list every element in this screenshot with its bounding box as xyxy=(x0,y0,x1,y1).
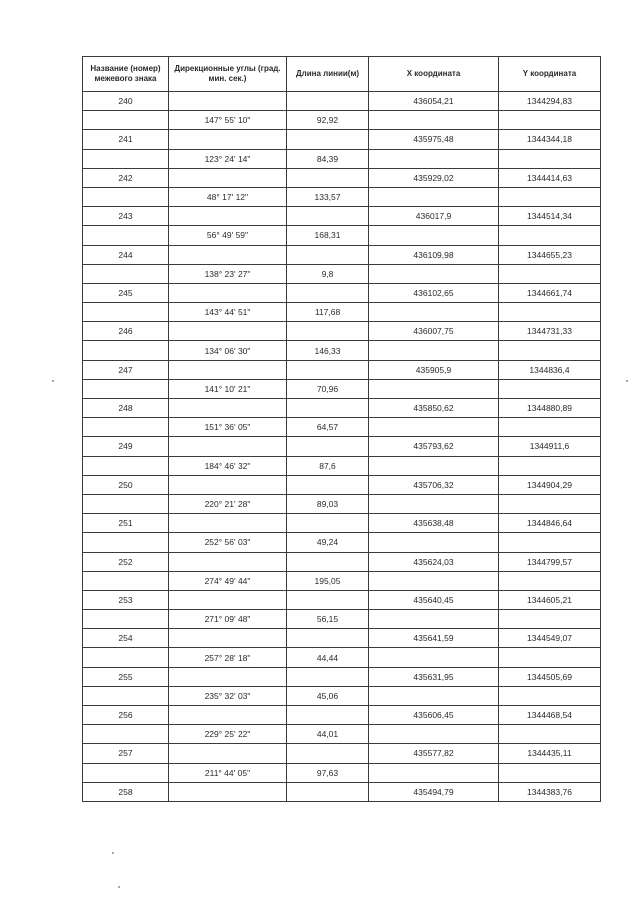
line-length: 44,44 xyxy=(287,648,369,667)
y-coordinate: 1344344,18 xyxy=(499,130,601,149)
y-coordinate: 1344605,21 xyxy=(499,590,601,609)
empty-name-cell xyxy=(83,187,169,206)
x-coordinate: 435641,59 xyxy=(369,629,499,648)
empty-angle-cell xyxy=(169,667,287,686)
scan-speck xyxy=(118,886,120,888)
empty-name-cell xyxy=(83,111,169,130)
x-coordinate: 435929,02 xyxy=(369,168,499,187)
point-name: 240 xyxy=(83,92,169,111)
empty-x-cell xyxy=(369,610,499,629)
empty-x-cell xyxy=(369,494,499,513)
line-length: 168,31 xyxy=(287,226,369,245)
empty-name-cell xyxy=(83,456,169,475)
empty-y-cell xyxy=(499,418,601,437)
empty-y-cell xyxy=(499,571,601,590)
point-row xyxy=(83,130,601,149)
empty-length-cell xyxy=(287,92,369,111)
point-name: 244 xyxy=(83,245,169,264)
empty-name-cell xyxy=(83,264,169,283)
empty-length-cell xyxy=(287,399,369,418)
empty-name-cell xyxy=(83,725,169,744)
empty-y-cell xyxy=(499,379,601,398)
empty-angle-cell xyxy=(169,92,287,111)
line-length: 97,63 xyxy=(287,763,369,782)
segment-row xyxy=(83,610,601,629)
direction-angle: 184° 46' 32" xyxy=(169,456,287,475)
empty-y-cell xyxy=(499,456,601,475)
point-name: 241 xyxy=(83,130,169,149)
empty-angle-cell xyxy=(169,168,287,187)
header-y: Y координата xyxy=(499,57,601,92)
line-length: 89,03 xyxy=(287,494,369,513)
empty-x-cell xyxy=(369,187,499,206)
empty-y-cell xyxy=(499,187,601,206)
empty-angle-cell xyxy=(169,130,287,149)
empty-length-cell xyxy=(287,360,369,379)
empty-length-cell xyxy=(287,629,369,648)
x-coordinate: 435975,48 xyxy=(369,130,499,149)
y-coordinate: 1344414,63 xyxy=(499,168,601,187)
segment-row xyxy=(83,111,601,130)
empty-y-cell xyxy=(499,648,601,667)
y-coordinate: 1344836,4 xyxy=(499,360,601,379)
point-name: 243 xyxy=(83,207,169,226)
direction-angle: 271° 09' 48" xyxy=(169,610,287,629)
point-name: 256 xyxy=(83,706,169,725)
coordinates-table xyxy=(82,56,601,802)
segment-row xyxy=(83,341,601,360)
empty-y-cell xyxy=(499,763,601,782)
direction-angle: 220° 21' 28" xyxy=(169,494,287,513)
empty-x-cell xyxy=(369,149,499,168)
y-coordinate: 1344846,64 xyxy=(499,514,601,533)
point-row xyxy=(83,706,601,725)
segment-row xyxy=(83,149,601,168)
empty-length-cell xyxy=(287,168,369,187)
empty-x-cell xyxy=(369,763,499,782)
x-coordinate: 435638,48 xyxy=(369,514,499,533)
empty-name-cell xyxy=(83,571,169,590)
empty-length-cell xyxy=(287,207,369,226)
direction-angle: 141° 10' 21" xyxy=(169,379,287,398)
line-length: 45,06 xyxy=(287,686,369,705)
empty-y-cell xyxy=(499,533,601,552)
x-coordinate: 436102,65 xyxy=(369,283,499,302)
empty-length-cell xyxy=(287,744,369,763)
scan-speck xyxy=(112,852,114,854)
y-coordinate: 1344731,33 xyxy=(499,322,601,341)
empty-length-cell xyxy=(287,590,369,609)
point-row xyxy=(83,437,601,456)
segment-row xyxy=(83,571,601,590)
direction-angle: 274° 49' 44" xyxy=(169,571,287,590)
table-body xyxy=(83,92,601,802)
point-name: 252 xyxy=(83,552,169,571)
segment-row xyxy=(83,456,601,475)
y-coordinate: 1344904,29 xyxy=(499,475,601,494)
line-length: 117,68 xyxy=(287,303,369,322)
line-length: 9,8 xyxy=(287,264,369,283)
segment-row xyxy=(83,533,601,552)
direction-angle: 147° 55' 10" xyxy=(169,111,287,130)
empty-y-cell xyxy=(499,686,601,705)
empty-length-cell xyxy=(287,514,369,533)
y-coordinate: 1344435,11 xyxy=(499,744,601,763)
point-name: 255 xyxy=(83,667,169,686)
empty-length-cell xyxy=(287,706,369,725)
empty-angle-cell xyxy=(169,283,287,302)
x-coordinate: 435850,62 xyxy=(369,399,499,418)
empty-length-cell xyxy=(287,130,369,149)
empty-angle-cell xyxy=(169,590,287,609)
scan-speck xyxy=(626,380,628,382)
header-name: Название (номер) межевого знака xyxy=(83,57,169,92)
empty-name-cell xyxy=(83,610,169,629)
segment-row xyxy=(83,379,601,398)
x-coordinate: 435624,03 xyxy=(369,552,499,571)
line-length: 64,57 xyxy=(287,418,369,437)
empty-y-cell xyxy=(499,149,601,168)
point-row xyxy=(83,744,601,763)
table-header-row xyxy=(83,57,601,92)
y-coordinate: 1344880,89 xyxy=(499,399,601,418)
line-length: 84,39 xyxy=(287,149,369,168)
line-length: 49,24 xyxy=(287,533,369,552)
empty-x-cell xyxy=(369,111,499,130)
direction-angle: 48° 17' 12" xyxy=(169,187,287,206)
empty-name-cell xyxy=(83,763,169,782)
empty-length-cell xyxy=(287,245,369,264)
empty-name-cell xyxy=(83,303,169,322)
x-coordinate: 436007,75 xyxy=(369,322,499,341)
empty-x-cell xyxy=(369,341,499,360)
point-row xyxy=(83,283,601,302)
empty-x-cell xyxy=(369,533,499,552)
empty-angle-cell xyxy=(169,360,287,379)
empty-name-cell xyxy=(83,149,169,168)
point-name: 251 xyxy=(83,514,169,533)
empty-name-cell xyxy=(83,226,169,245)
empty-y-cell xyxy=(499,610,601,629)
empty-x-cell xyxy=(369,303,499,322)
point-row xyxy=(83,245,601,264)
y-coordinate: 1344514,34 xyxy=(499,207,601,226)
scan-speck xyxy=(52,380,54,382)
point-name: 254 xyxy=(83,629,169,648)
empty-y-cell xyxy=(499,111,601,130)
empty-angle-cell xyxy=(169,782,287,801)
header-length: Длина линии(м) xyxy=(287,57,369,92)
header-angles: Дирекционные углы (град. мин. сек.) xyxy=(169,57,287,92)
empty-angle-cell xyxy=(169,706,287,725)
segment-row xyxy=(83,686,601,705)
y-coordinate: 1344468,54 xyxy=(499,706,601,725)
point-row xyxy=(83,629,601,648)
line-length: 87,6 xyxy=(287,456,369,475)
point-name: 253 xyxy=(83,590,169,609)
point-name: 247 xyxy=(83,360,169,379)
direction-angle: 138° 23' 27" xyxy=(169,264,287,283)
point-row xyxy=(83,322,601,341)
point-name: 245 xyxy=(83,283,169,302)
point-row xyxy=(83,168,601,187)
segment-row xyxy=(83,187,601,206)
empty-length-cell xyxy=(287,437,369,456)
line-length: 92,92 xyxy=(287,111,369,130)
point-row xyxy=(83,360,601,379)
point-name: 257 xyxy=(83,744,169,763)
empty-name-cell xyxy=(83,686,169,705)
direction-angle: 229° 25' 22" xyxy=(169,725,287,744)
x-coordinate: 435494,79 xyxy=(369,782,499,801)
point-row xyxy=(83,667,601,686)
x-coordinate: 435706,32 xyxy=(369,475,499,494)
point-row xyxy=(83,92,601,111)
y-coordinate: 1344294,83 xyxy=(499,92,601,111)
empty-x-cell xyxy=(369,264,499,283)
empty-angle-cell xyxy=(169,322,287,341)
segment-row xyxy=(83,418,601,437)
direction-angle: 151° 36' 05" xyxy=(169,418,287,437)
point-name: 248 xyxy=(83,399,169,418)
segment-row xyxy=(83,264,601,283)
x-coordinate: 436109,98 xyxy=(369,245,499,264)
point-name: 246 xyxy=(83,322,169,341)
line-length: 44,01 xyxy=(287,725,369,744)
empty-y-cell xyxy=(499,264,601,283)
y-coordinate: 1344505,69 xyxy=(499,667,601,686)
y-coordinate: 1344911,6 xyxy=(499,437,601,456)
x-coordinate: 435905,9 xyxy=(369,360,499,379)
line-length: 195,05 xyxy=(287,571,369,590)
empty-name-cell xyxy=(83,379,169,398)
point-row xyxy=(83,782,601,801)
empty-name-cell xyxy=(83,648,169,667)
point-row xyxy=(83,399,601,418)
line-length: 133,57 xyxy=(287,187,369,206)
segment-row xyxy=(83,494,601,513)
empty-angle-cell xyxy=(169,629,287,648)
y-coordinate: 1344549,07 xyxy=(499,629,601,648)
empty-x-cell xyxy=(369,648,499,667)
empty-length-cell xyxy=(287,782,369,801)
x-coordinate: 436054,21 xyxy=(369,92,499,111)
y-coordinate: 1344655,23 xyxy=(499,245,601,264)
line-length: 56,15 xyxy=(287,610,369,629)
segment-row xyxy=(83,763,601,782)
empty-angle-cell xyxy=(169,437,287,456)
empty-x-cell xyxy=(369,379,499,398)
direction-angle: 235° 32' 03" xyxy=(169,686,287,705)
empty-x-cell xyxy=(369,725,499,744)
y-coordinate: 1344661,74 xyxy=(499,283,601,302)
x-coordinate: 435640,45 xyxy=(369,590,499,609)
direction-angle: 211° 44' 05" xyxy=(169,763,287,782)
point-name: 250 xyxy=(83,475,169,494)
direction-angle: 123° 24' 14" xyxy=(169,149,287,168)
line-length: 70,96 xyxy=(287,379,369,398)
empty-angle-cell xyxy=(169,514,287,533)
x-coordinate: 436017,9 xyxy=(369,207,499,226)
point-name: 258 xyxy=(83,782,169,801)
empty-name-cell xyxy=(83,533,169,552)
empty-angle-cell xyxy=(169,207,287,226)
point-row xyxy=(83,207,601,226)
empty-y-cell xyxy=(499,226,601,245)
point-row xyxy=(83,475,601,494)
empty-length-cell xyxy=(287,283,369,302)
empty-length-cell xyxy=(287,475,369,494)
empty-angle-cell xyxy=(169,245,287,264)
empty-x-cell xyxy=(369,571,499,590)
direction-angle: 134° 06' 30" xyxy=(169,341,287,360)
empty-name-cell xyxy=(83,418,169,437)
empty-y-cell xyxy=(499,341,601,360)
segment-row xyxy=(83,226,601,245)
x-coordinate: 435631,95 xyxy=(369,667,499,686)
y-coordinate: 1344799,57 xyxy=(499,552,601,571)
direction-angle: 252° 56' 03" xyxy=(169,533,287,552)
segment-row xyxy=(83,303,601,322)
x-coordinate: 435577,82 xyxy=(369,744,499,763)
empty-name-cell xyxy=(83,341,169,360)
line-length: 146,33 xyxy=(287,341,369,360)
empty-x-cell xyxy=(369,226,499,245)
segment-row xyxy=(83,725,601,744)
direction-angle: 143° 44' 51" xyxy=(169,303,287,322)
empty-x-cell xyxy=(369,418,499,437)
empty-angle-cell xyxy=(169,552,287,571)
empty-length-cell xyxy=(287,667,369,686)
empty-y-cell xyxy=(499,725,601,744)
empty-y-cell xyxy=(499,494,601,513)
point-row xyxy=(83,514,601,533)
x-coordinate: 435606,45 xyxy=(369,706,499,725)
empty-angle-cell xyxy=(169,744,287,763)
y-coordinate: 1344383,76 xyxy=(499,782,601,801)
point-row xyxy=(83,590,601,609)
point-row xyxy=(83,552,601,571)
point-name: 249 xyxy=(83,437,169,456)
empty-y-cell xyxy=(499,303,601,322)
x-coordinate: 435793,62 xyxy=(369,437,499,456)
empty-name-cell xyxy=(83,494,169,513)
empty-x-cell xyxy=(369,686,499,705)
point-name: 242 xyxy=(83,168,169,187)
direction-angle: 257° 28' 18" xyxy=(169,648,287,667)
empty-x-cell xyxy=(369,456,499,475)
empty-angle-cell xyxy=(169,399,287,418)
empty-length-cell xyxy=(287,322,369,341)
empty-angle-cell xyxy=(169,475,287,494)
empty-length-cell xyxy=(287,552,369,571)
segment-row xyxy=(83,648,601,667)
header-x: X координата xyxy=(369,57,499,92)
direction-angle: 56° 49' 59" xyxy=(169,226,287,245)
